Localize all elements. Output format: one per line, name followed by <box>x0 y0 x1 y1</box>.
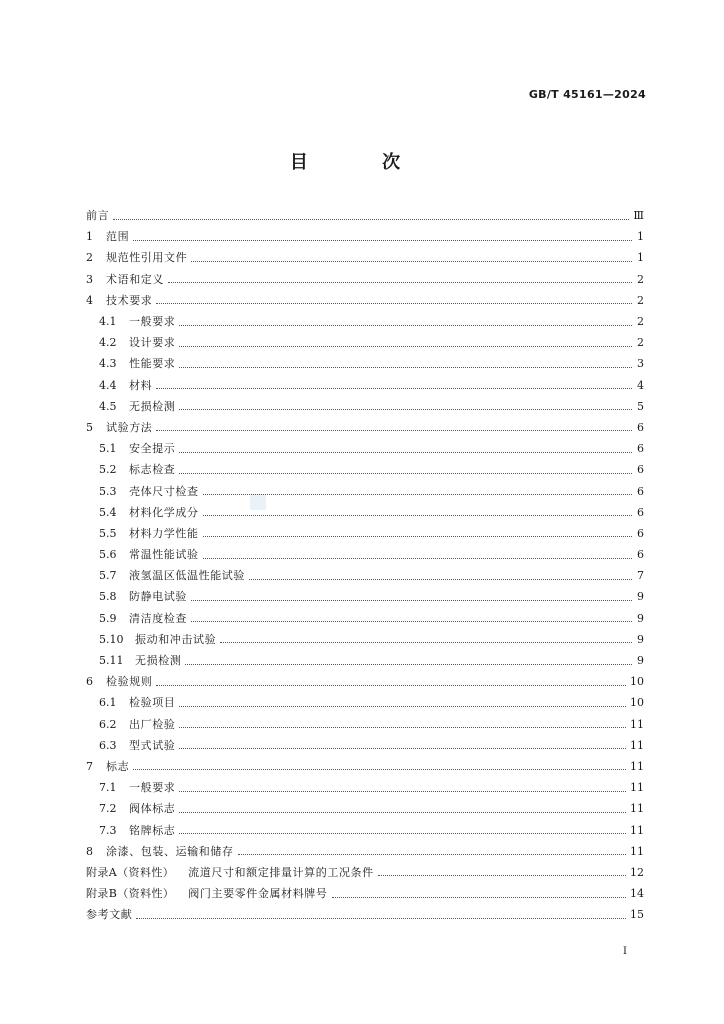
toc-leader-dots <box>179 472 632 474</box>
toc-entry-title: 防静电试验 <box>129 590 187 604</box>
toc-entry[interactable] <box>86 544 644 565</box>
toc-entry[interactable] <box>86 269 644 290</box>
toc-annex-label: 附录B（资料性） <box>86 887 175 901</box>
toc-leader-dots <box>191 260 632 262</box>
toc-entry-page: 12 <box>630 865 644 879</box>
toc-entry-title: 材料 <box>129 378 153 392</box>
toc-entry-title: 流道尺寸和额定排量计算的工况条件 <box>188 865 374 879</box>
toc-entry-title: 液氢温区低温性能试验 <box>129 569 245 583</box>
toc-entry-page: 6 <box>637 420 644 434</box>
toc-entry-title: 设计要求 <box>129 336 176 350</box>
toc-leader-dots <box>179 324 632 326</box>
toc-entry-title: 振动和冲击试验 <box>135 632 217 646</box>
toc-entry-number: 7 <box>86 759 93 773</box>
toc-entry-page: 6 <box>637 484 644 498</box>
toc-entry-page: 2 <box>637 293 644 307</box>
toc-entry-number: 6 <box>86 675 93 689</box>
toc-leader-dots <box>203 557 632 559</box>
toc-entry-title: 材料化学成分 <box>129 505 199 519</box>
toc-leader-dots <box>179 832 626 834</box>
toc-entry-page: 3 <box>637 357 644 371</box>
toc-leader-dots <box>179 451 632 453</box>
toc-entry-title: 参考文献 <box>86 908 133 922</box>
toc-entry[interactable] <box>86 714 644 735</box>
toc-entry-number: 5.8 <box>99 590 117 604</box>
toc-leader-dots <box>191 599 632 601</box>
toc-entry-page: Ⅲ <box>633 209 644 223</box>
toc-entry-page: 11 <box>630 759 644 773</box>
toc-entry-number: 5.10 <box>99 632 124 646</box>
toc-entry[interactable] <box>86 608 644 629</box>
toc-entry-title: 规范性引用文件 <box>106 251 188 265</box>
toc-entry-page: 7 <box>637 569 644 583</box>
toc-entry-page: 6 <box>637 526 644 540</box>
toc-entry[interactable] <box>86 777 644 798</box>
toc-entry-number: 4.1 <box>99 315 117 329</box>
toc-entry-number: 1 <box>86 230 93 244</box>
toc-entry[interactable] <box>86 819 644 840</box>
toc-entry[interactable] <box>86 629 644 650</box>
toc-entry-page: 9 <box>637 611 644 625</box>
toc-entry[interactable] <box>86 205 644 226</box>
toc-entry-number: 4.4 <box>99 378 117 392</box>
toc-entry-number: 7.2 <box>99 802 117 816</box>
toc-entry-page: 9 <box>637 654 644 668</box>
toc-entry-page: 10 <box>630 675 644 689</box>
toc-entry[interactable] <box>86 417 644 438</box>
toc-entry-page: 6 <box>637 463 644 477</box>
toc-entry-title: 检验项目 <box>129 696 176 710</box>
toc-entry-title: 涂漆、包装、运输和储存 <box>106 844 234 858</box>
toc-entry-page: 1 <box>637 251 644 265</box>
page-title: 目 次 <box>289 152 435 173</box>
toc-entry-title: 一般要求 <box>129 781 176 795</box>
toc-entry-number: 4.2 <box>99 336 117 350</box>
toc-leader-dots <box>179 747 626 749</box>
toc-leader-dots <box>203 493 632 495</box>
toc-leader-dots <box>156 302 632 304</box>
toc-entry[interactable] <box>86 375 644 396</box>
toc-entry-number: 7.3 <box>99 823 117 837</box>
toc-entry-page: 14 <box>630 887 644 901</box>
toc-entry-number: 5 <box>86 420 93 434</box>
toc-entry-title: 阀门主要零件金属材料牌号 <box>188 887 328 901</box>
toc-entry[interactable] <box>86 904 644 925</box>
toc-entry[interactable] <box>86 311 644 332</box>
toc-entry[interactable] <box>86 438 644 459</box>
toc-entry[interactable] <box>86 523 644 544</box>
toc-entry[interactable] <box>86 650 644 671</box>
toc-entry[interactable] <box>86 692 644 713</box>
toc-entry[interactable] <box>86 586 644 607</box>
toc-entry[interactable] <box>86 247 644 268</box>
toc-entry-page: 2 <box>637 315 644 329</box>
toc-entry-number: 6.1 <box>99 696 117 710</box>
toc-entry-number: 5.5 <box>99 526 117 540</box>
toc-entry[interactable] <box>86 798 644 819</box>
toc-leader-dots <box>203 535 632 537</box>
toc-entry-number: 8 <box>86 844 93 858</box>
toc-entry[interactable] <box>86 226 644 247</box>
toc-entry-number: 5.7 <box>99 569 117 583</box>
toc-entry-page: 11 <box>630 717 644 731</box>
toc-leader-dots <box>179 705 626 707</box>
toc-entry-number: 5.11 <box>99 654 124 668</box>
toc-entry-number: 4.5 <box>99 399 117 413</box>
toc-entry-number: 5.4 <box>99 505 117 519</box>
toc-entry-title: 铭牌标志 <box>129 823 176 837</box>
toc-entry-page: 11 <box>630 738 644 752</box>
toc-leader-dots <box>378 874 626 876</box>
toc-entry[interactable] <box>86 459 644 480</box>
toc-entry-page: 4 <box>637 378 644 392</box>
toc-entry[interactable] <box>86 396 644 417</box>
standard-code: GB/T 45161—2024 <box>528 88 646 101</box>
toc-entry-title: 试验方法 <box>106 420 153 434</box>
toc-entry-page: 11 <box>630 781 644 795</box>
toc-entry[interactable] <box>86 756 644 777</box>
toc-entry-title: 出厂检验 <box>129 717 176 731</box>
toc-leader-dots <box>179 345 632 347</box>
table-of-contents <box>86 205 644 925</box>
toc-entry-title: 标志 <box>106 759 130 773</box>
toc-leader-dots <box>220 641 632 643</box>
toc-leader-dots <box>238 853 626 855</box>
toc-leader-dots <box>179 790 626 792</box>
toc-entry-number: 6.3 <box>99 738 117 752</box>
toc-leader-dots <box>133 768 626 770</box>
toc-entry-title: 性能要求 <box>129 357 176 371</box>
toc-entry-page: 6 <box>637 442 644 456</box>
toc-entry-title: 检验规则 <box>106 675 153 689</box>
toc-entry-number: 2 <box>86 251 93 265</box>
toc-entry-title: 标志检查 <box>129 463 176 477</box>
toc-leader-dots <box>156 429 632 431</box>
toc-leader-dots <box>133 239 632 241</box>
toc-leader-dots <box>179 726 626 728</box>
toc-entry-title: 技术要求 <box>106 293 153 307</box>
toc-entry[interactable] <box>86 565 644 586</box>
toc-entry-page: 11 <box>630 823 644 837</box>
toc-entry-number: 4 <box>86 293 93 307</box>
toc-entry[interactable] <box>86 841 644 862</box>
toc-leader-dots <box>136 917 626 919</box>
toc-entry-page: 15 <box>630 908 644 922</box>
toc-leader-dots <box>179 408 632 410</box>
toc-entry[interactable] <box>86 332 644 353</box>
toc-entry[interactable] <box>86 735 644 756</box>
toc-leader-dots <box>249 578 632 580</box>
toc-entry[interactable] <box>86 353 644 374</box>
toc-entry-title: 无损检测 <box>129 399 176 413</box>
toc-entry-title: 一般要求 <box>129 315 176 329</box>
toc-entry-page: 11 <box>630 844 644 858</box>
toc-leader-dots <box>179 366 632 368</box>
toc-entry-number: 5.1 <box>99 442 117 456</box>
toc-entry-number: 5.6 <box>99 548 117 562</box>
toc-entry-title: 清洁度检查 <box>129 611 187 625</box>
toc-entry[interactable] <box>86 290 644 311</box>
page-number: I <box>623 946 627 957</box>
toc-entry-title: 阀体标志 <box>129 802 176 816</box>
toc-entry-title: 常温性能试验 <box>129 548 199 562</box>
toc-entry-page: 6 <box>637 548 644 562</box>
toc-entry-number: 5.2 <box>99 463 117 477</box>
toc-entry-page: 9 <box>637 632 644 646</box>
toc-leader-dots <box>179 811 626 813</box>
toc-leader-dots <box>332 896 627 898</box>
toc-annex-label: 附录A（资料性） <box>86 865 175 879</box>
toc-leader-dots <box>156 684 626 686</box>
toc-entry-title: 前言 <box>86 209 110 223</box>
toc-entry-number: 3 <box>86 272 93 286</box>
toc-entry-number: 7.1 <box>99 781 117 795</box>
toc-entry-page: 5 <box>637 399 644 413</box>
toc-leader-dots <box>156 387 632 389</box>
toc-entry-title: 术语和定义 <box>106 272 164 286</box>
toc-entry-page: 2 <box>637 272 644 286</box>
toc-entry-title: 材料力学性能 <box>129 526 199 540</box>
toc-entry[interactable] <box>86 883 644 904</box>
toc-entry[interactable] <box>86 862 644 883</box>
toc-entry-page: 1 <box>637 230 644 244</box>
toc-leader-dots <box>191 620 632 622</box>
toc-entry-page: 10 <box>630 696 644 710</box>
toc-entry-title: 壳体尺寸检查 <box>129 484 199 498</box>
toc-leader-dots <box>185 663 632 665</box>
toc-entry-page: 2 <box>637 336 644 350</box>
toc-entry-page: 6 <box>637 505 644 519</box>
toc-entry-number: 5.9 <box>99 611 117 625</box>
toc-entry[interactable] <box>86 480 644 501</box>
toc-entry[interactable] <box>86 671 644 692</box>
toc-entry-number: 4.3 <box>99 357 117 371</box>
toc-entry-page: 9 <box>637 590 644 604</box>
toc-entry-number: 5.3 <box>99 484 117 498</box>
toc-entry-title: 安全提示 <box>129 442 176 456</box>
toc-entry-title: 型式试验 <box>129 738 176 752</box>
toc-entry-page: 11 <box>630 802 644 816</box>
toc-leader-dots <box>113 218 629 220</box>
toc-leader-dots <box>203 514 632 516</box>
toc-entry[interactable] <box>86 502 644 523</box>
toc-entry-title: 无损检测 <box>135 654 182 668</box>
toc-entry-title: 范围 <box>106 230 130 244</box>
toc-entry-number: 6.2 <box>99 717 117 731</box>
toc-leader-dots <box>168 281 632 283</box>
